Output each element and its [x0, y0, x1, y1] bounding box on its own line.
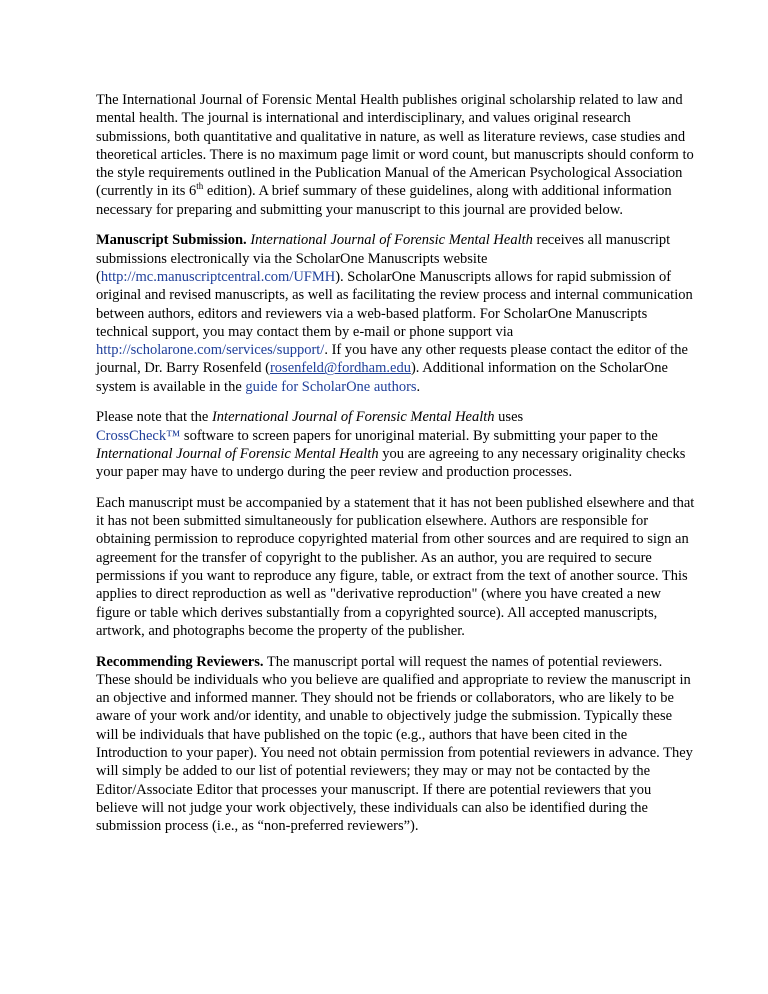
support-link[interactable]: http://scholarone.com/services/support/: [96, 342, 325, 359]
manuscript-submission-paragraph: [96, 231, 696, 396]
scholarone-site-link[interactable]: http://mc.manuscriptcentral.com/UFMH: [100, 268, 336, 285]
recommending-reviewers-heading: Recommending Reviewers.: [96, 653, 264, 670]
intro-paragraph: [96, 91, 696, 219]
submission-text: . If you have any other requests please contact the editor of the journal, Dr. Barry Rosenfeld (: [96, 342, 688, 377]
crosscheck-text: software to screen papers for unoriginal material. By submitting your paper to the: [180, 427, 658, 444]
crosscheck-link[interactable]: CrossCheck™: [96, 427, 181, 444]
recommending-reviewers-paragraph: [96, 653, 696, 836]
submission-text: ). ScholarOne Manuscripts allows for rapid submission of original and revised manuscripts, as well as facilitating the review process and internal communication between authors, editors and reviewers via a web-based platform. For ScholarOne Manuscripts technical support, you may contact them by e-mail or phone support via: [96, 268, 693, 340]
submission-text: receives all manuscript submissions electronically via the ScholarOne Manuscripts website (: [96, 232, 671, 285]
edition-superscript: th: [196, 181, 204, 192]
journal-name: International Journal of Forensic Mental Health: [96, 445, 379, 462]
manuscript-submission-heading: Manuscript Submission.: [96, 232, 247, 249]
submission-text: ). Additional information on the ScholarOne system is available in the: [96, 360, 668, 395]
reviewers-text: The manuscript portal will request the names of potential reviewers. These should be individuals who you believe are qualified and appropriate to review the manuscript in an objective and informed manner. They should not be friends or collaborators, who are likely to be aware of your work and/or identity, and unable to objectively judge the submission. Typically these will be individuals that have published on the topic (e.g., authors that have been cited in the Introduction to your paper). You need not obtain permission from potential reviewers in advance. They will simply be added to our list of potential reviewers; they may or may not be contacted by the Editor/Associate Editor that processes your manuscript. If there are potential reviewers that you believe will not judge your work objectively, these individuals can also be identified during the submission process (i.e., as “non-preferred reviewers”).: [96, 653, 693, 835]
copyright-paragraph: [96, 494, 696, 640]
journal-name: International Journal of Forensic Mental Health: [211, 409, 495, 426]
scholarone-guide-link[interactable]: guide for ScholarOne authors: [245, 378, 417, 395]
copyright-text: Each manuscript must be accompanied by a statement that it has not been published elsewhere and that it has not been submitted simultaneously for publication elsewhere. Authors are responsible for obtaining permission to reproduce copyrighted material from other sources and are required to sign an agreement for the transfer of copyright to the publisher. As an author, you are required to secure permissions if you want to reproduce any figure, table, or extract from the text of another source. This applies to direct reproduction as well as "derivative reproduction" (where you have created a new figure or table which derives substantially from a copyrighted source). All accepted manuscripts, artwork, and photographs become the property of the publisher.: [96, 494, 695, 639]
crosscheck-text: Please note that the: [96, 409, 212, 426]
intro-text: The International Journal of Forensic Mental Health publishes original scholarship related to law and mental health. The journal is international and interdisciplinary, and values original research submissions, both quantitative and qualitative in nature, as well as literature reviews, case studies and theoretical articles. There is no maximum page limit or word count, but manuscripts should conform to the style requirements outlined in the Publication Manual of the American Psychological Association (currently in its 6: [96, 92, 694, 200]
journal-name: International Journal of Forensic Mental Health: [250, 232, 533, 249]
crosscheck-text: you are agreeing to any necessary originality checks your paper may have to undergo during the peer review and production processes.: [96, 445, 686, 481]
crosscheck-paragraph: [96, 408, 696, 481]
crosscheck-text: uses: [494, 409, 524, 426]
submission-text: .: [416, 378, 421, 395]
editor-email-link[interactable]: rosenfeld@fordham.edu: [269, 360, 411, 377]
document-page: [96, 91, 696, 848]
intro-text-continued: edition). A brief summary of these guidelines, along with additional information necessary for preparing and submitting your manuscript to this journal are provided below.: [96, 183, 672, 218]
